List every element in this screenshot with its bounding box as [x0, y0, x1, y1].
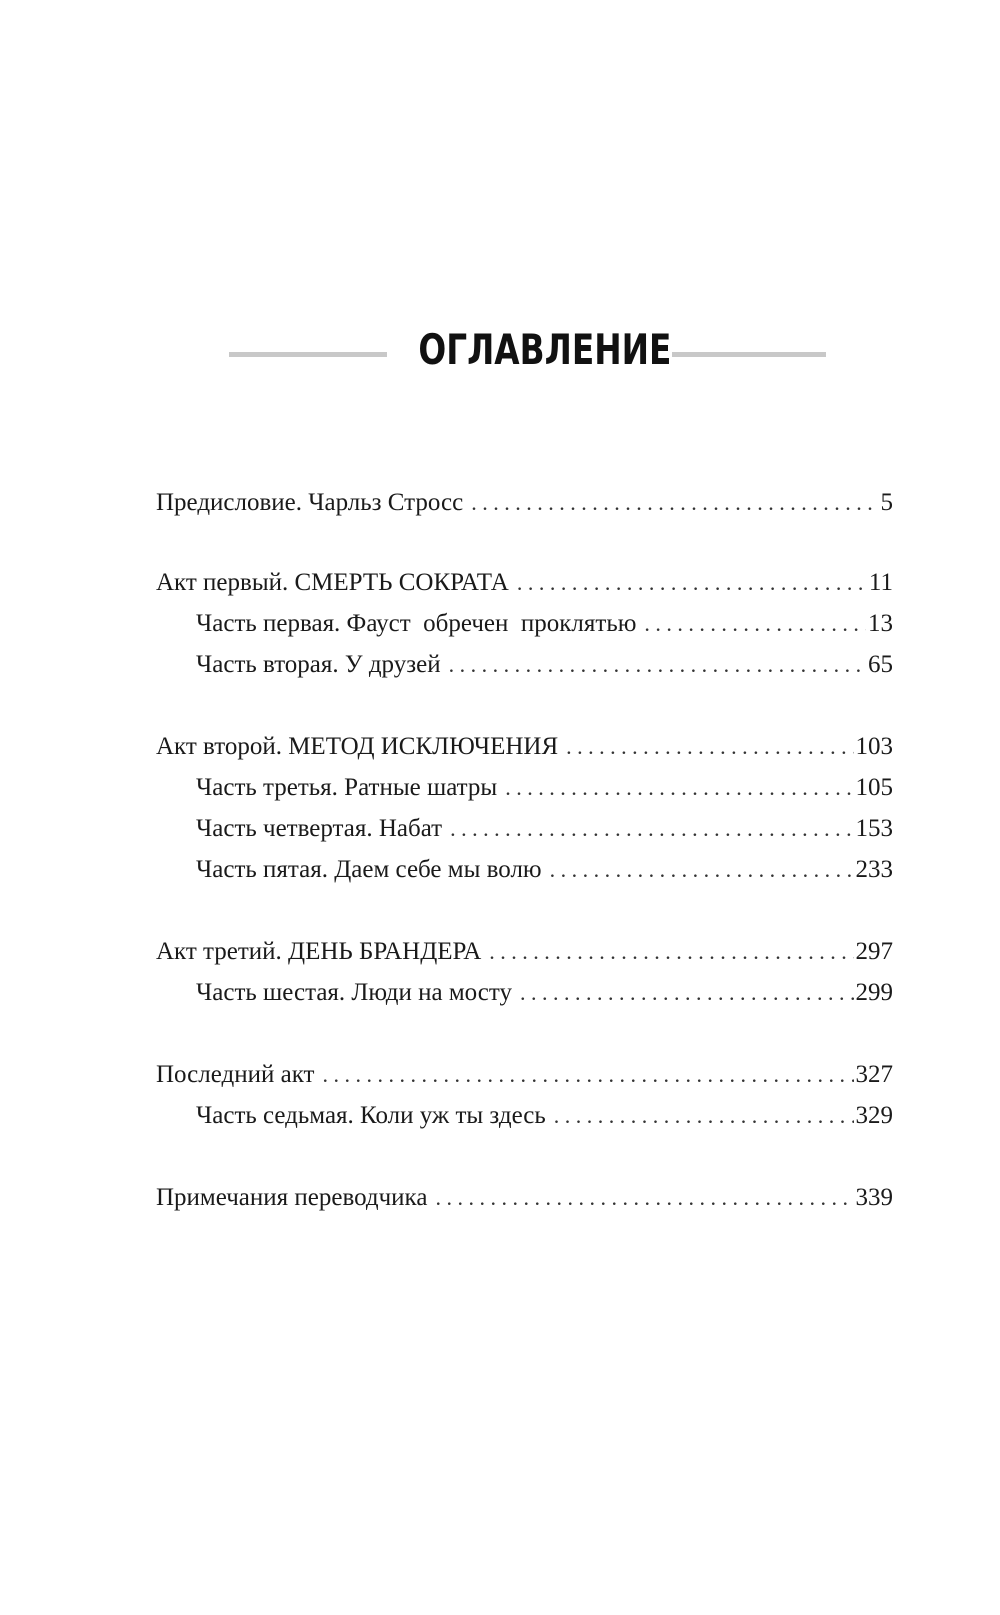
toc-entry-act-2[interactable]	[156, 730, 893, 764]
toc-entry-page: 5	[880, 489, 893, 516]
dot-leader	[489, 935, 853, 969]
dot-leader	[517, 566, 867, 600]
toc-entry-page: 103	[855, 733, 893, 760]
toc-entry-page: 13	[868, 610, 893, 637]
dot-leader	[554, 1099, 854, 1133]
toc-entry-part-7[interactable]	[196, 1099, 893, 1133]
toc-entry-label: Часть вторая. У друзей	[196, 651, 441, 678]
toc-entry-part-5[interactable]	[196, 853, 893, 887]
dot-leader	[644, 607, 866, 641]
dot-leader	[550, 853, 854, 887]
page-title: ОГЛАВЛЕНИЕ	[418, 325, 672, 374]
toc-entry-page: 153	[855, 815, 893, 842]
toc-entry-page: 327	[855, 1061, 893, 1088]
toc-entry-part-3[interactable]	[196, 771, 893, 805]
toc-entry-preface[interactable]	[156, 486, 893, 520]
dot-leader	[471, 486, 878, 520]
toc-entry-page: 65	[868, 651, 893, 678]
toc-entry-page: 105	[855, 774, 893, 801]
toc-entry-translator-notes[interactable]	[156, 1181, 893, 1215]
dot-leader	[450, 812, 853, 846]
toc-entry-label: Часть третья. Ратные шатры	[196, 774, 498, 801]
dot-leader	[566, 730, 853, 764]
toc-entry-page: 233	[855, 856, 893, 883]
toc-entry-label: Часть седьмая. Коли уж ты здесь	[196, 1102, 546, 1129]
toc-entry-page: 329	[855, 1102, 893, 1129]
toc-entry-label: Акт первый. СМЕРТЬ СОКРАТА	[156, 569, 509, 596]
toc-entry-label: Предисловие. Чарльз Стросс	[156, 489, 464, 516]
dot-leader	[520, 976, 854, 1010]
heading-rule-right	[672, 352, 826, 357]
toc-entry-last-act[interactable]	[156, 1058, 893, 1092]
toc-entry-page: 297	[855, 938, 893, 965]
dot-leader	[322, 1058, 853, 1092]
toc-entry-label: Часть пятая. Даем себе мы волю	[196, 856, 542, 883]
toc-entry-label: Акт третий. ДЕНЬ БРАНДЕРА	[156, 938, 482, 965]
toc-entry-part-4[interactable]	[196, 812, 893, 846]
toc-entry-page: 11	[868, 569, 893, 596]
toc-entry-part-1[interactable]	[196, 607, 893, 641]
toc-entry-label: Часть шестая. Люди на мосту	[196, 979, 512, 1006]
toc-entry-label: Примечания переводчика	[156, 1184, 428, 1211]
heading-rule-left	[229, 352, 387, 357]
toc-entry-label: Акт второй. МЕТОД ИСКЛЮЧЕНИЯ	[156, 733, 559, 760]
toc-entry-label: Часть четвертая. Набат	[196, 815, 443, 842]
toc-entry-act-3[interactable]	[156, 935, 893, 969]
toc-entry-page: 299	[855, 979, 893, 1006]
toc-entry-part-2[interactable]	[196, 648, 893, 682]
dot-leader	[449, 648, 866, 682]
toc-heading	[0, 320, 1000, 380]
dot-leader	[435, 1181, 853, 1215]
toc-entry-label: Последний акт	[156, 1061, 315, 1088]
toc-entry-label: Часть первая. Фауст обречен проклятью	[196, 610, 637, 637]
toc-entry-part-6[interactable]	[196, 976, 893, 1010]
toc-entry-act-1[interactable]	[156, 566, 893, 600]
toc-entry-page: 339	[855, 1184, 893, 1211]
dot-leader	[505, 771, 853, 805]
